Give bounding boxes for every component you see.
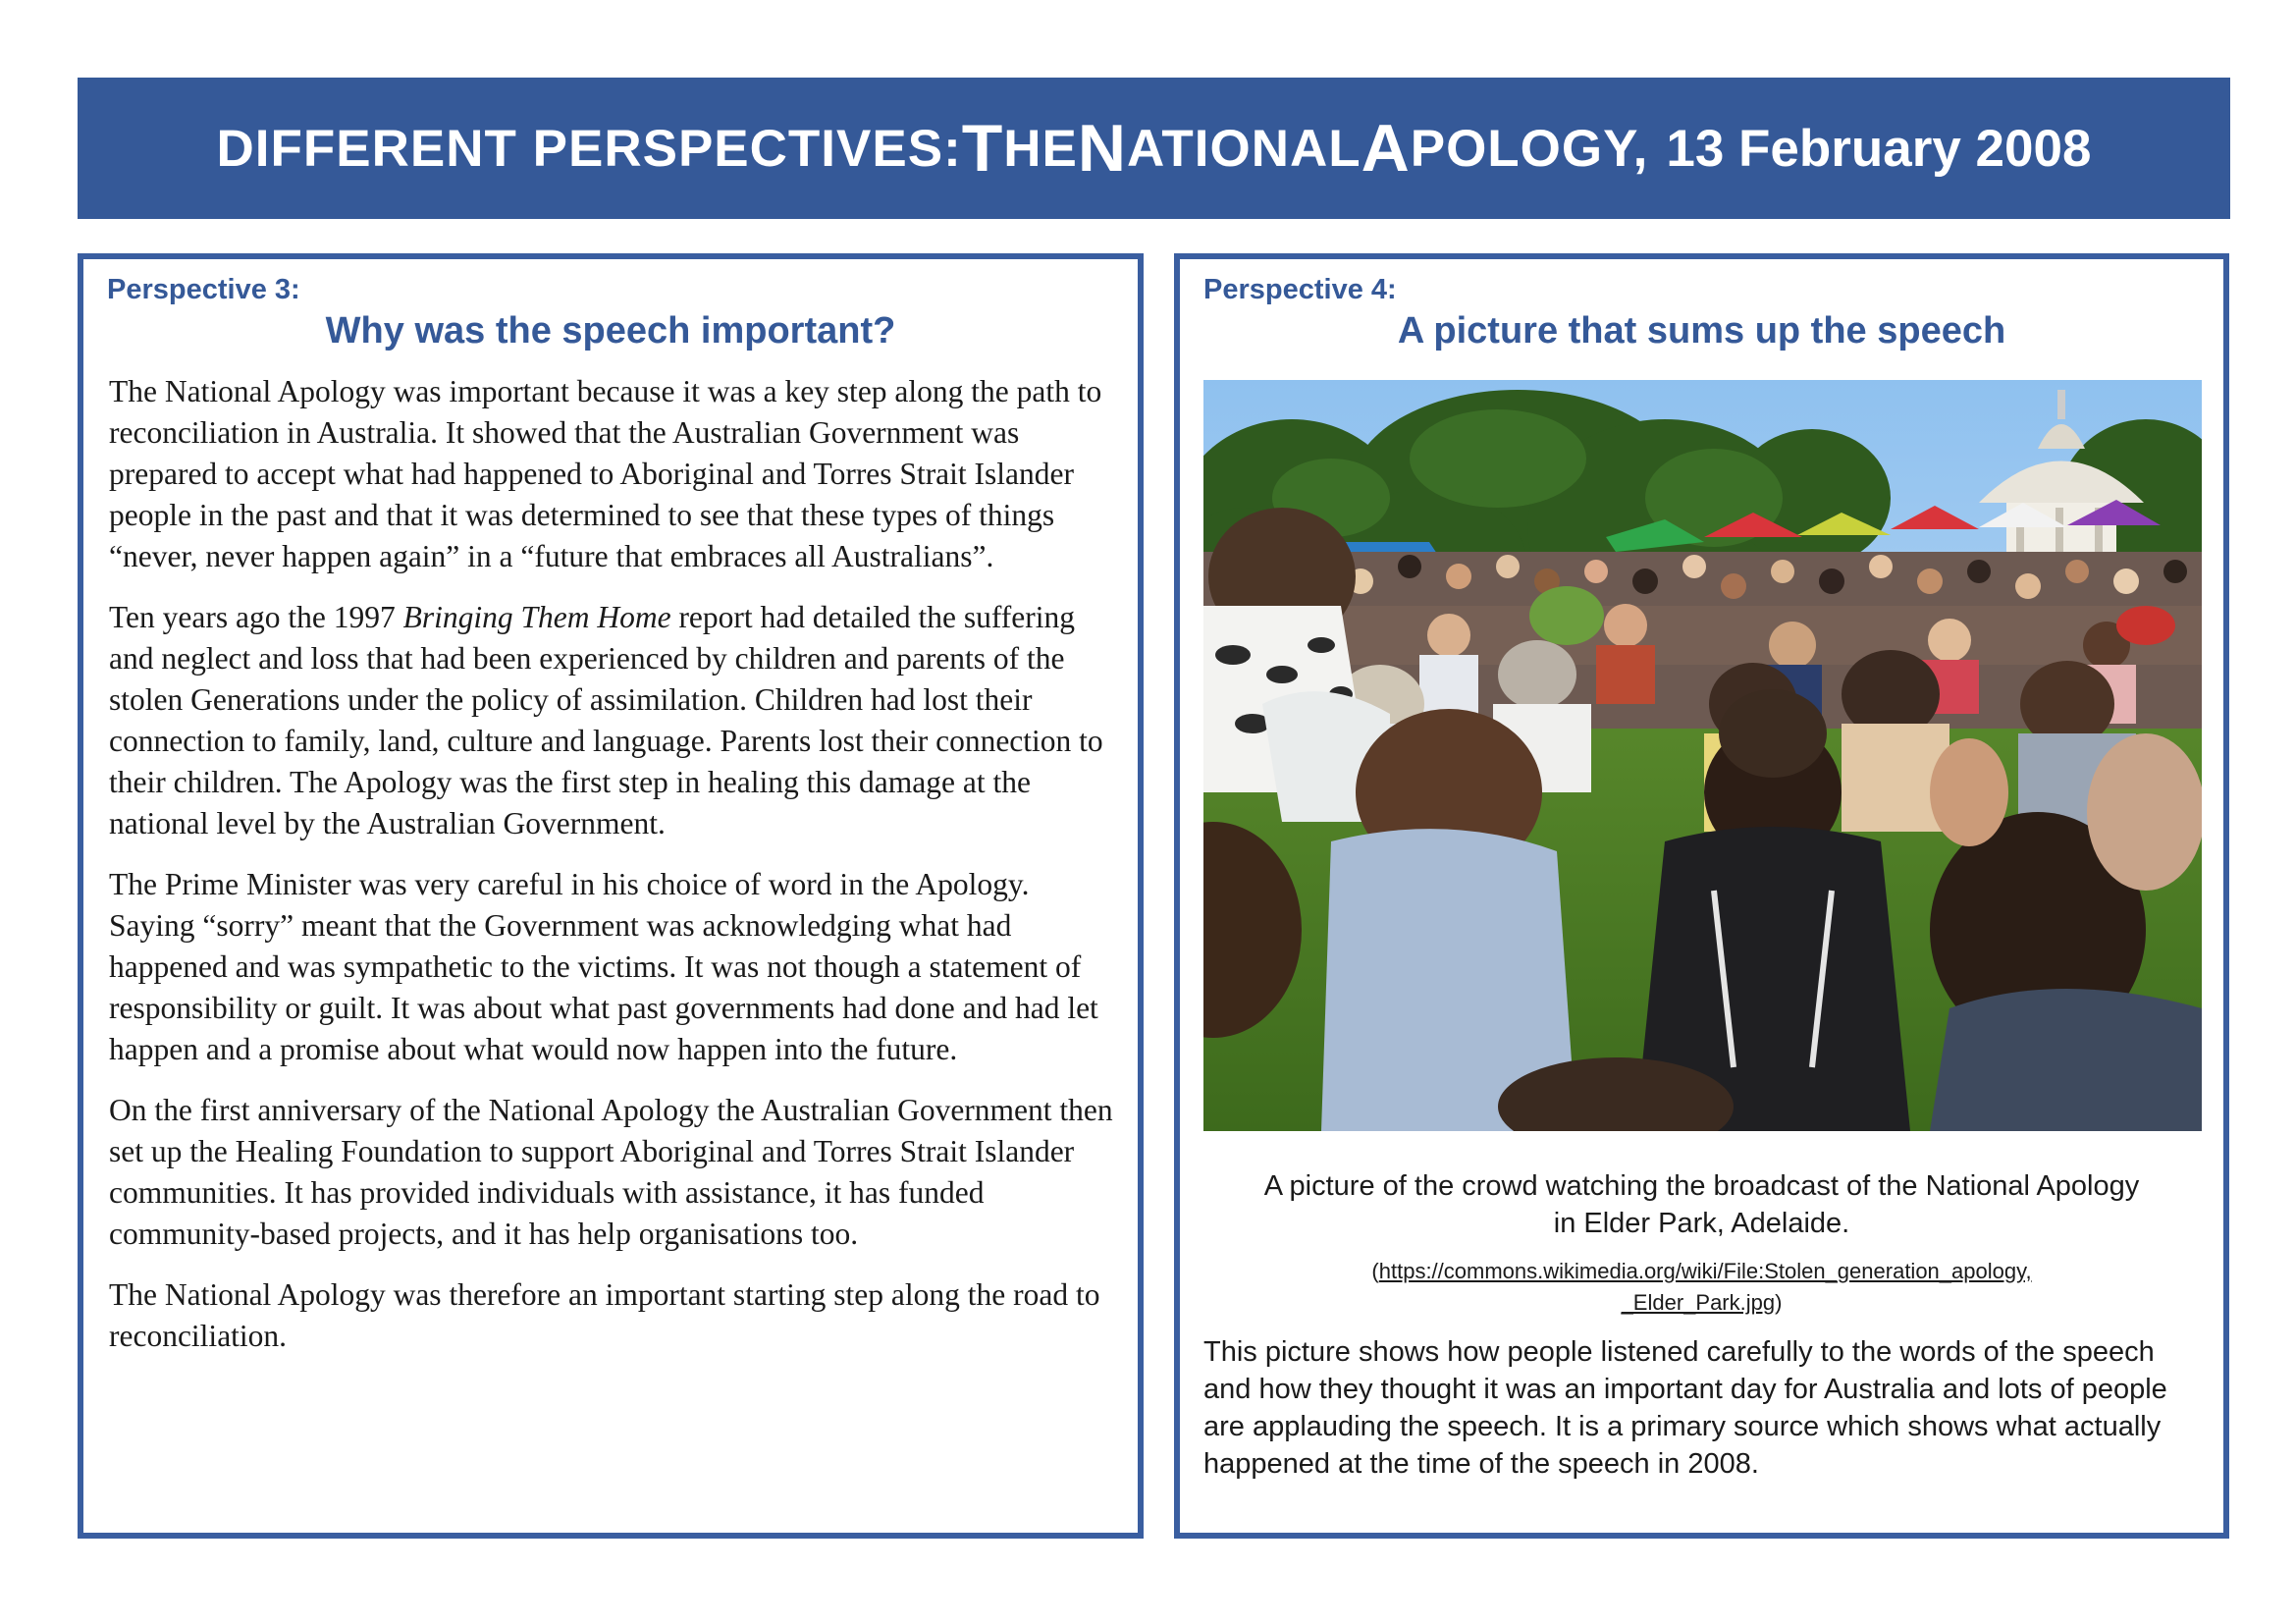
title-letter-n: N (1077, 111, 1128, 186)
perspective-3-heading: Why was the speech important? (325, 310, 896, 352)
photo-caption (1200, 1167, 2204, 1242)
caption-line-1: A picture of the crowd watching the broadcast of the National Apology (1263, 1170, 2140, 1202)
paragraph-2-rest: report had detailed the suffering and neglect and loss that had been experienced by children and parents of the stolen Generations under the policy of assimilation. Children had lost their connection to family, land, culture and language. Parents lost their connection to their children. The Apology was the first step in healing this damage at the national level by the Australian Government. (109, 600, 1103, 840)
source-open-paren: ( (1371, 1259, 1379, 1283)
perspective-3-body (109, 371, 1118, 1377)
source-link-line-2[interactable]: _Elder_Park.jpg (1621, 1290, 1776, 1315)
paragraph-2 (109, 597, 1118, 844)
photo-source (1200, 1256, 2204, 1319)
title-he: HE (1003, 119, 1078, 178)
title-ational: ATIONAL (1127, 119, 1362, 178)
report-title: Bringing Them Home (402, 600, 671, 634)
perspective-4-panel (1174, 253, 2229, 1539)
source-close-paren: ) (1775, 1290, 1783, 1315)
page-title-banner (78, 78, 2230, 219)
title-pology: POLOGY, (1410, 119, 1649, 178)
paragraph-1: The National Apology was important because it was a key step along the path to reconciliation in Australia. It showed that the Australian Government was prepared to accept what had happened to Aboriginal and Torres Strait Islander people in the past and that it was determined to see that these types of things “never, never happen again” in a “future that embraces all Australians”. (109, 374, 1102, 573)
paragraph-5: The National Apology was therefore an important starting step along the road to reconciliation. (109, 1277, 1100, 1353)
perspective-3-panel (78, 253, 1144, 1539)
source-link-line-1[interactable]: https://commons.wikimedia.org/wiki/File:Stolen_generation_apology, (1378, 1259, 2032, 1283)
title-date: 13 February 2008 (1666, 119, 2092, 178)
paragraph-2-start: Ten years ago the 1997 (109, 600, 403, 634)
picture-summary: This picture shows how people listened carefully to the words of the speech and how they thought it was an important day for Australia and lots of people are applauding the speech. It is a primary source which shows what actually happened at the time of the speech in 2008. (1203, 1336, 2167, 1480)
perspective-4-label: Perspective 4: (1203, 274, 1397, 305)
title-letter-a: A (1361, 111, 1411, 186)
perspective-4-heading: A picture that sums up the speech (1397, 310, 2006, 352)
title-different-perspectives: DIFFERENT PERSPECTIVES: (216, 119, 962, 178)
title-letter-t: T (961, 111, 1004, 186)
perspective-3-label: Perspective 3: (107, 274, 300, 305)
paragraph-3: The Prime Minister was very careful in his choice of word in the Apology. Saying “sorry” meant that the Government was acknowledging what had happened and was sympathetic to the victims. It was not though a statement of responsibility or guilt. It was about what past governments had done and had let happen and a promise about what would now happen into the future. (109, 867, 1098, 1066)
caption-line-2: in Elder Park, Adelaide. (1553, 1208, 1850, 1239)
crowd-photo (1203, 380, 2202, 1131)
paragraph-4: On the first anniversary of the National Apology the Australian Government then set up the Healing Foundation to support Aboriginal and Torres Strait Islander communities. It has provided individuals with assistance, it has funded community-based projects, and it has help organisations too. (109, 1093, 1113, 1251)
